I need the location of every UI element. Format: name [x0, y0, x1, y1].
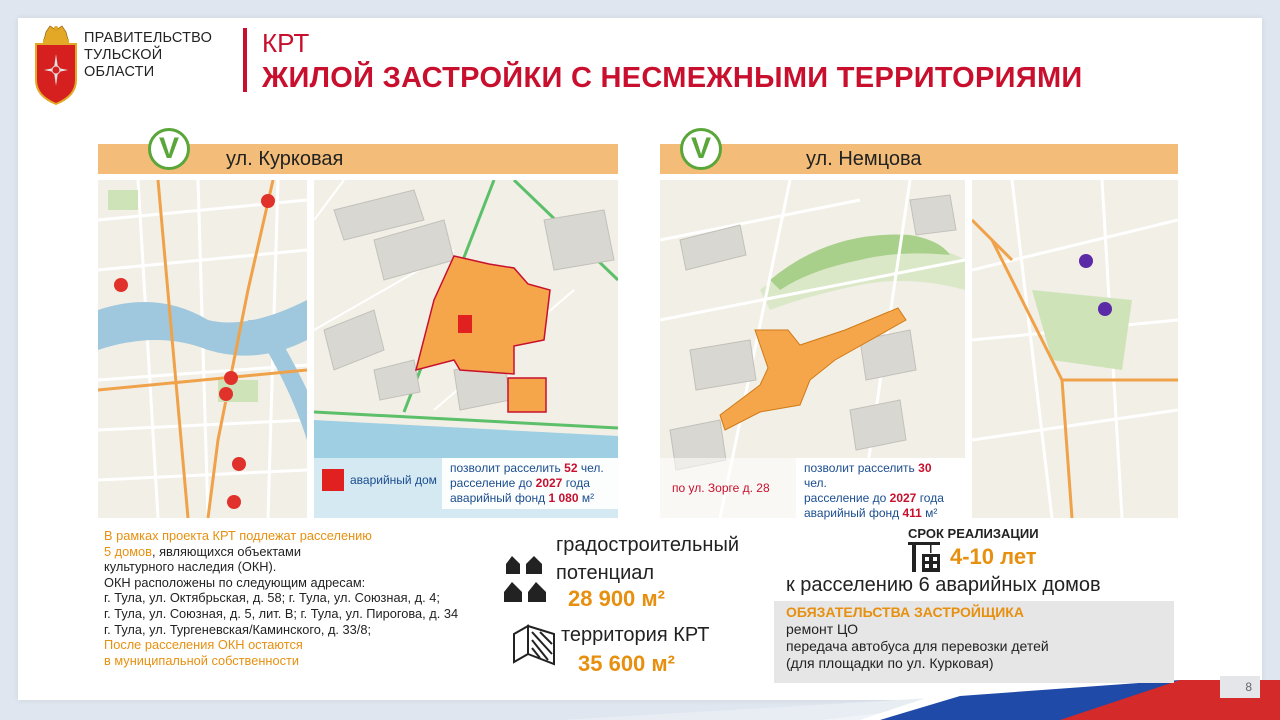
org-name [84, 30, 212, 81]
territory-value: 35 600 м² [578, 651, 676, 676]
timeline-subtitle: к расселению 6 аварийных домов [786, 574, 1101, 596]
obligations-panel: ОБЯЗАТЕЛЬСТВА ЗАСТРОЙЩИКА ремонт ЦО передача автобуса для перевозки детей (для площадки по ул. Курковая) [774, 601, 1174, 683]
org-line-3: ОБЛАСТИ [84, 64, 155, 80]
org-line-1: ПРАВИТЕЛЬСТВО [84, 30, 213, 46]
org-line-2: ТУЛЬСКОЙ [84, 47, 163, 63]
city-map-right [972, 180, 1178, 518]
street-label-nemtsova: ул. Немцова [806, 148, 922, 170]
buildings-icon [500, 548, 550, 602]
potential-value: 28 900 м² [568, 586, 666, 611]
city-map-left [98, 180, 307, 518]
crane-icon [906, 540, 946, 572]
potential-label-1: градостроительный [556, 534, 739, 556]
title-divider [243, 28, 247, 92]
territory-icon [512, 624, 556, 666]
emergency-house-swatch [322, 469, 344, 491]
info-box-nemtsova: позволит расселить 30 чел. расселение до 2027 года аварийный фонд 411 м² [796, 458, 965, 524]
check-icon: V [680, 128, 722, 170]
obligations-header: ОБЯЗАТЕЛЬСТВА ЗАСТРОЙЩИКА [786, 604, 1024, 620]
title-line-1: КРТ [262, 28, 310, 58]
zorge-label: по ул. Зорге д. 28 [672, 481, 770, 495]
check-icon: V [148, 128, 190, 170]
page-title: ЖИЛОЙ ЗАСТРОЙКИ С НЕСМЕЖНЫМИ ТЕРРИТОРИЯМИ [262, 62, 1083, 94]
timeline-label: СРОК РЕАЛИЗАЦИИ [908, 526, 1039, 541]
street-label-kurkovaya: ул. Курковая [226, 148, 344, 170]
potential-label-2: потенциал [556, 562, 655, 584]
info-box-kurkovaya: позволит расселить 52 чел. расселение до 2027 года аварийный фонд 1 080 м² [442, 458, 618, 509]
flag-stripe [0, 680, 1280, 720]
legend-label: аварийный дом [350, 473, 437, 487]
territory-label: территория КРТ [561, 624, 710, 646]
okn-note: В рамках проекта КРТ подлежат расселению 5 домов, являющихся объектами культурного наследия (ОКН). ОКН расположены по следующим адресам: г. Тула, ул. Октябрьская, д. 58; г. Тула, ул. Союзная, д. 4; г. Тула, ул. Союзная, д. 5, лит. В; г. Тула, ул. Пирогова, д. 34 г. Тула, ул. Тургеневская/Каминского, д. 33/8; После расселения ОКН остаются в муниципальной собственности [104, 528, 459, 668]
timeline-value: 4-10 лет [950, 544, 1037, 569]
page-number: 8 [1220, 676, 1260, 698]
coat-of-arms-icon [32, 24, 80, 106]
